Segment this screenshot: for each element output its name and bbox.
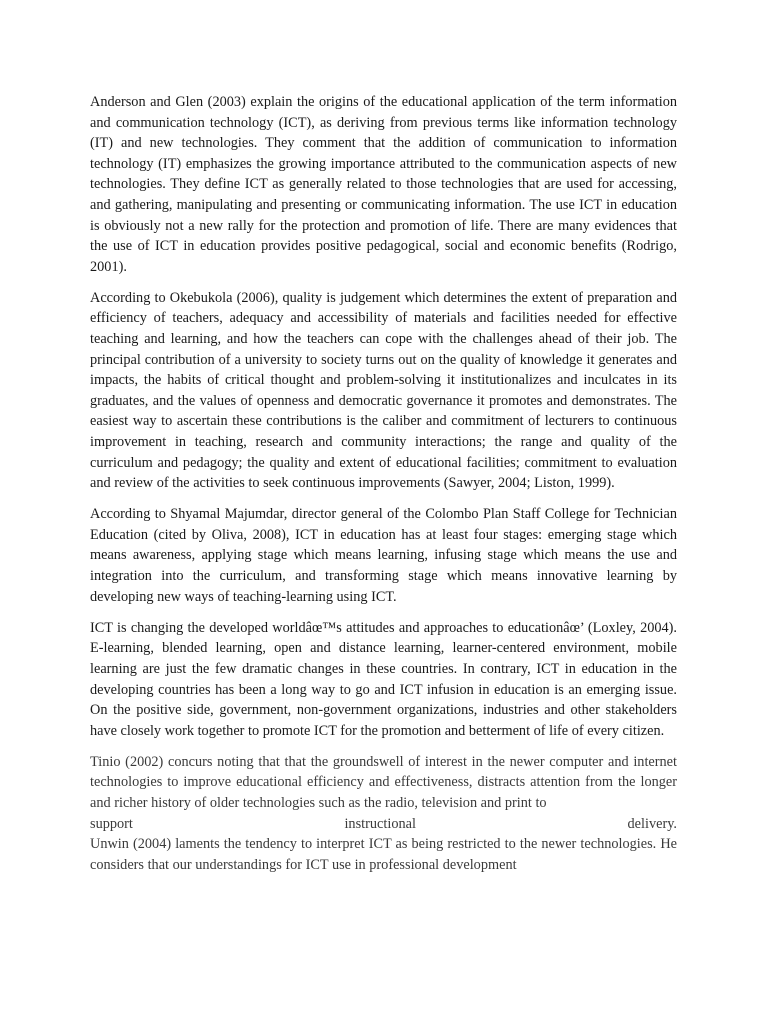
- document-page: [90, 92, 677, 886]
- paragraph-tinio-unwin: [90, 752, 677, 876]
- paragraph-tinio-stretched-line: support instructional delivery.: [90, 815, 677, 832]
- paragraph-okebukola: According to Okebukola (2006), quality is judgement which determines the extent of preparation and efficiency of teachers, adequacy and accessibility of materials and facilities needed for effective teaching and learning, and how the teachers can cope with the challenges ahead of their job. The principal contribution of a university to society turns out on the quality of knowledge it generates and impacts, the habits of critical thought and problem-solving it institutionalizes and inculcates in its graduates, and the values of openness and democratic governance it promotes and demonstrates. The easiest way to ascertain these contributions is the caliber and commitment of lecturers to continuous improvement in teaching, research and community interactions; the range and quality of the curriculum and pedagogy; the quality and extent of educational facilities; commitment to evaluation and review of the activities to seek continuous improvements (Sawyer, 2004; Liston, 1999).: [90, 289, 677, 492]
- paragraph-ict-changing: ICT is changing the developed worldâœ™s attitudes and approaches to educationâœ’ (Loxley, 2004). E-learning, blended learning, open and distance learning, learner-centered environment, mobile learning are just the few dramatic changes in these countries. In contrary, ICT in education in the developing countries has been a long way to go and ICT infusion in education is an emerging issue. On the positive side, government, non-government organizations, industries and other stakeholders have closely work together to promote ICT for the promotion and betterment of life of every citizen.: [90, 619, 677, 739]
- paragraph-unwin: Unwin (2004) laments the tendency to interpret ICT as being restricted to the newer technologies. He considers that our understandings for ICT use in professional development: [90, 836, 677, 873]
- paragraph-anderson-glen: Anderson and Glen (2003) explain the origins of the educational application of the term information and communication technology (ICT), as deriving from previous terms like information technology (IT) and new technologies. They comment that the addition of communication to information technology (IT) emphasizes the growing importance attributed to the communication aspects of new technologies. They define ICT as generally related to those technologies that are used for accessing, and gathering, manipulating and presenting or communicating information. The use ICT in education is obviously not a new rally for the protection and promotion of life. There are many evidences that the use of ICT in education provides positive pedagogical, social and economic benefits (Rodrigo, 2001).: [90, 94, 677, 275]
- paragraph-majumdar: According to Shyamal Majumdar, director general of the Colombo Plan Staff College for Technician Education (cited by Oliva, 2008), ICT in education has at least four stages: emerging stage which means awareness, applying stage which means learning, infusing stage which means the use and integration into the curriculum, and transforming stage which means innovative learning by developing new ways of teaching-learning using ICT.: [90, 506, 677, 605]
- paragraph-tinio-intro: Tinio (2002) concurs noting that that the groundswell of interest in the newer computer and internet technologies to improve educational efficiency and effectiveness, distracts attention from the longer and richer history of older technologies such as the radio, television and print to: [90, 753, 677, 811]
